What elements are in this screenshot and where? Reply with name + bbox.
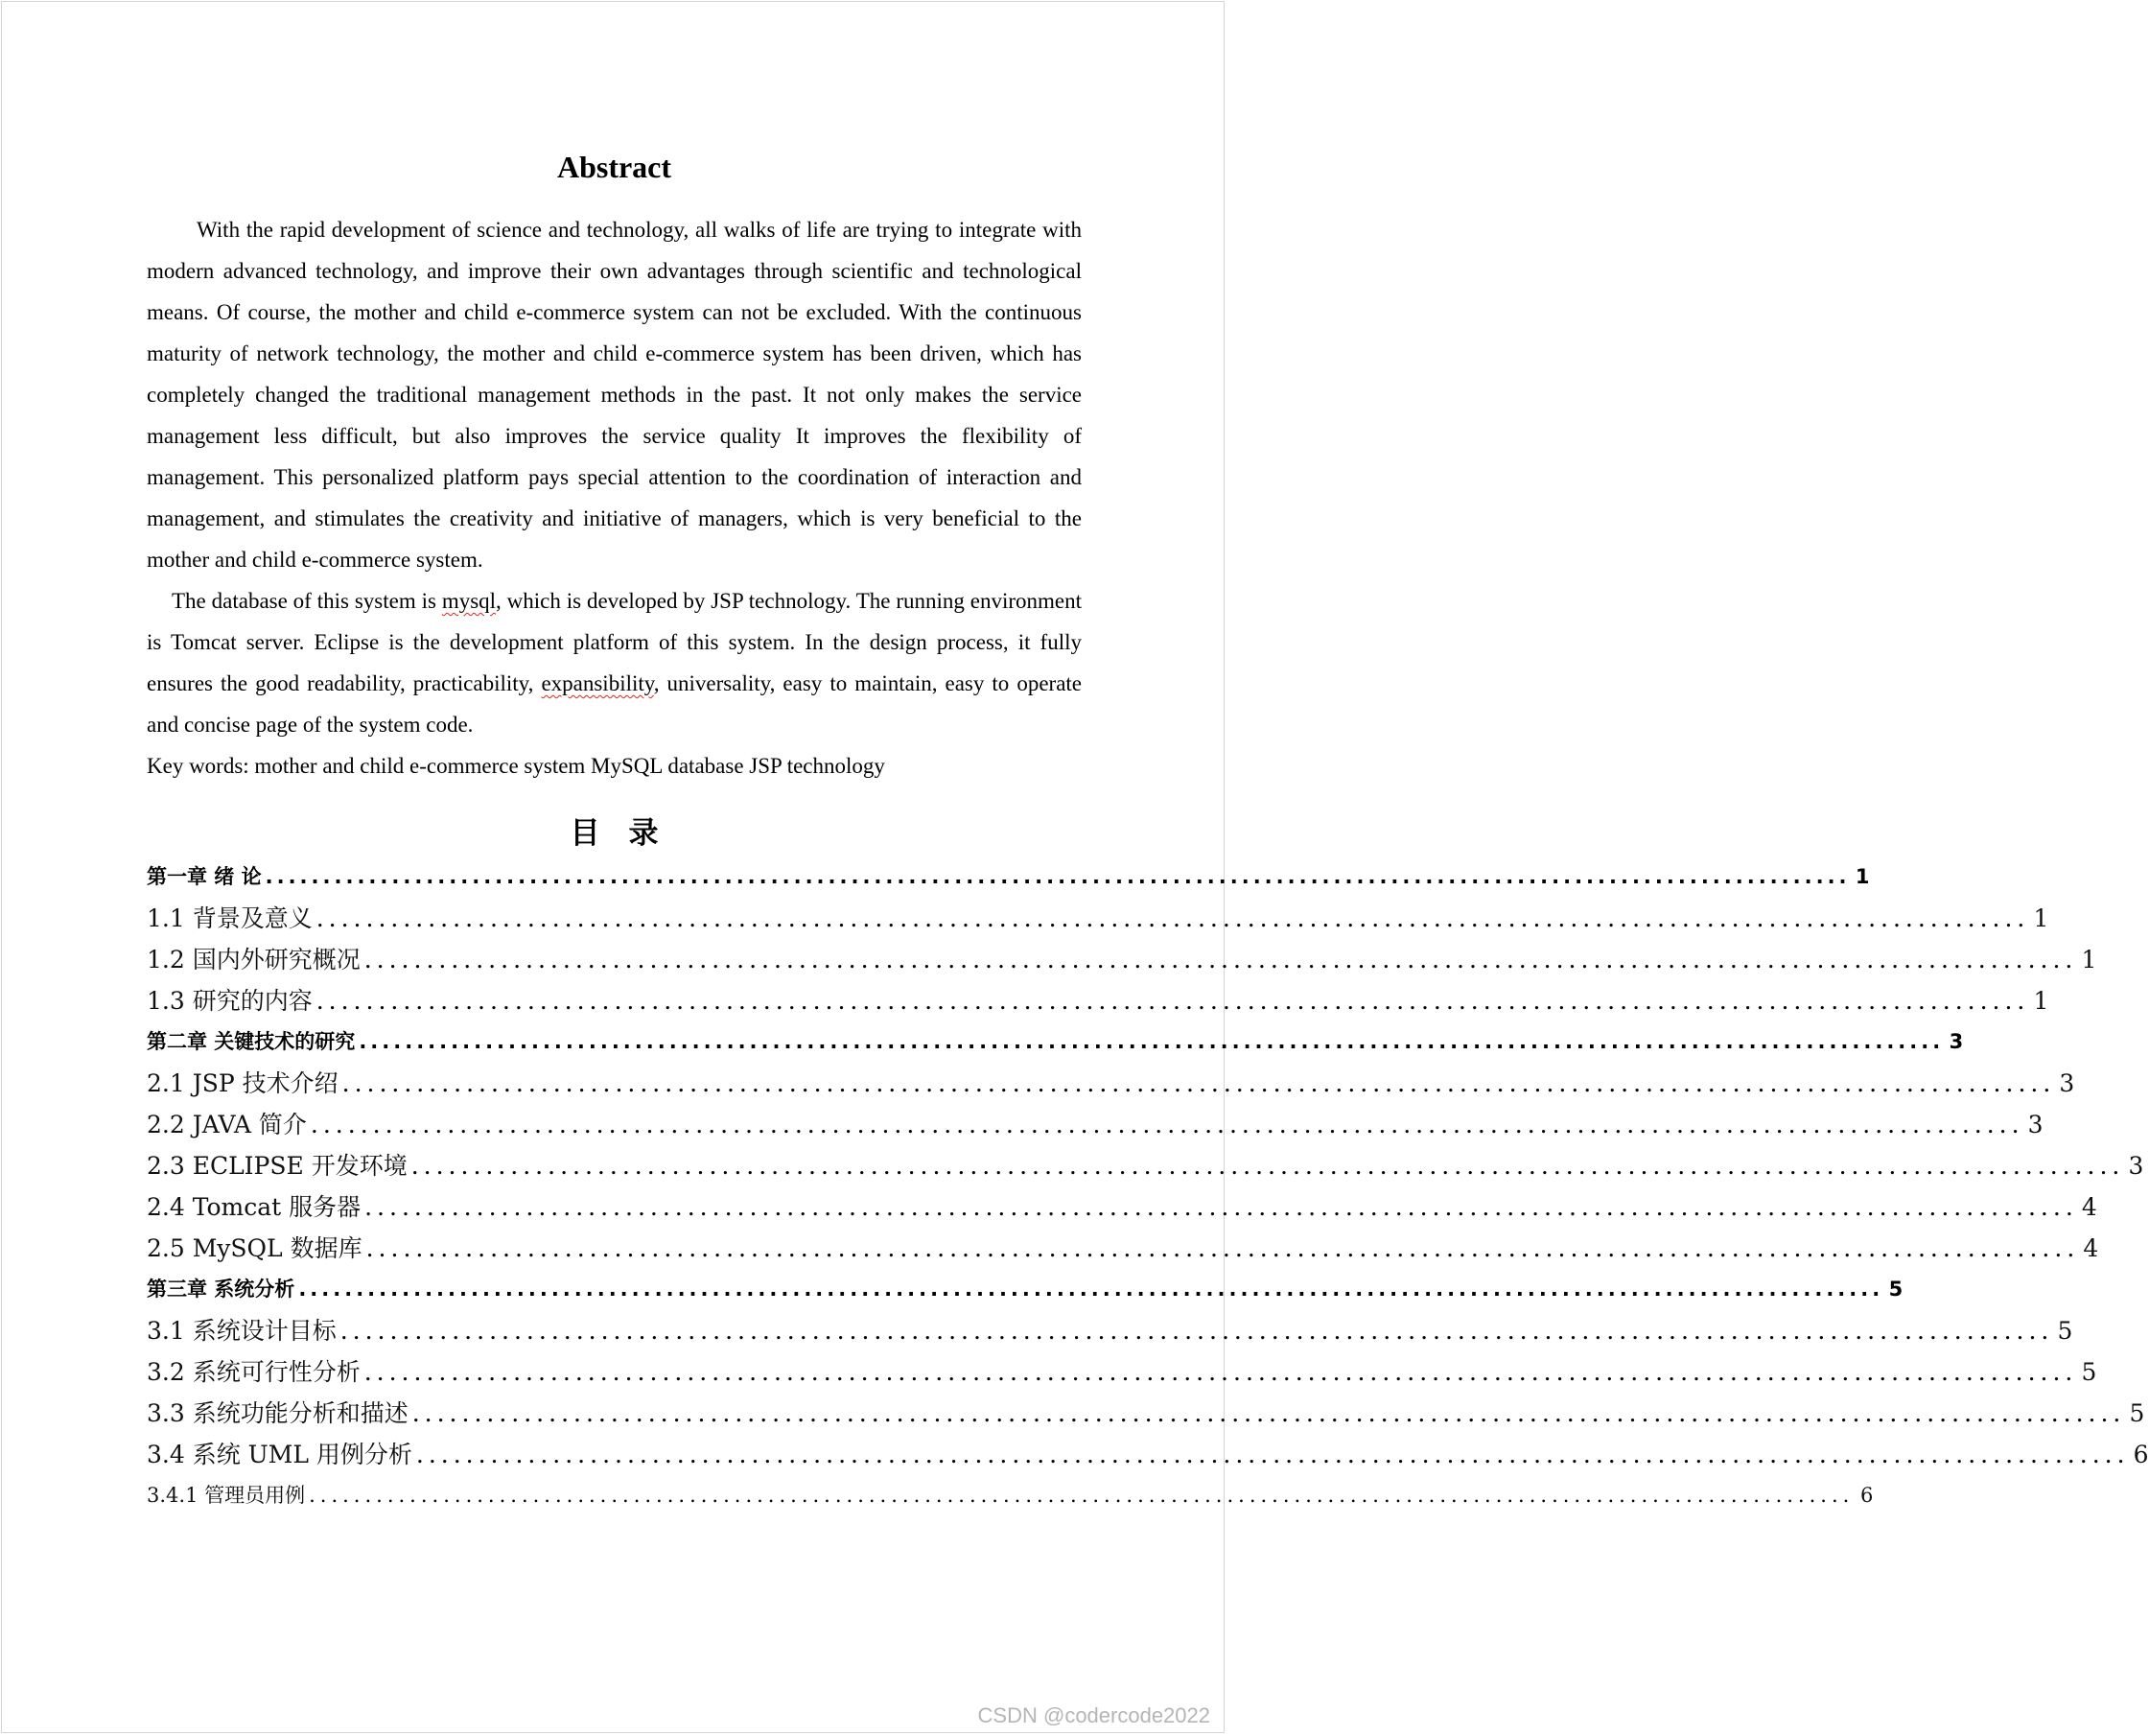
toc-entry[interactable] xyxy=(147,1475,1874,1516)
toc-entry[interactable] xyxy=(147,939,2097,980)
toc-entry-title: 1.3 研究的内容 xyxy=(147,987,313,1015)
toc-page-number: 3 xyxy=(2059,1069,2075,1097)
toc-entry[interactable] xyxy=(147,1269,1904,1310)
toc-page-number: 5 xyxy=(2057,1317,2073,1345)
watermark: CSDN @codercode2022 xyxy=(977,1703,1210,1727)
toc-entry-title: 第二章 关键技术的研究 xyxy=(147,1030,356,1053)
toc-entry-title: 3.3 系统功能分析和描述 xyxy=(147,1399,409,1427)
toc-entry-title: 第一章 绪 论 xyxy=(147,865,262,888)
toc-entry[interactable] xyxy=(147,1145,2144,1186)
toc-page-number: 1 xyxy=(2033,987,2049,1015)
toc-entry[interactable] xyxy=(147,1104,2044,1145)
toc-entry-title: 3.2 系统可行性分析 xyxy=(147,1358,361,1386)
toc-entry-title: 2.2 JAVA 简介 xyxy=(147,1111,307,1138)
toc-leader-dots: .......................................................................................................................................... xyxy=(265,865,1851,888)
toc-leader-dots: .......................................................................................................................................... xyxy=(298,1278,1884,1301)
toc-leader-dots: .......................................................................................................................................... xyxy=(341,1069,2056,1097)
toc-leader-dots: .......................................................................................................................................... xyxy=(315,904,2030,932)
toc-leader-dots: .......................................................................................................................................... xyxy=(363,1358,2078,1386)
abstract-paragraph-2 xyxy=(147,580,1082,745)
toc-entry-title: 2.3 ECLIPSE 开发环境 xyxy=(147,1152,408,1180)
toc-entry[interactable] xyxy=(147,1434,2149,1475)
toc-entry-title: 2.4 Tomcat 服务器 xyxy=(147,1193,362,1221)
abstract-title: Abstract xyxy=(556,150,672,184)
toc-leader-dots: .......................................................................................................................................... xyxy=(411,1399,2126,1427)
paragraph-text: , universality, easy to maintain, easy to operate and concise page of the system code. xyxy=(147,671,1082,737)
toc-page-number: 4 xyxy=(2081,1193,2097,1221)
toc-entry-title: 第三章 系统分析 xyxy=(147,1278,295,1301)
document-page xyxy=(147,144,2149,1516)
toc-page-number: 3 xyxy=(1949,1030,1964,1053)
toc-leader-dots: .......................................................................................................................................... xyxy=(359,1030,1945,1053)
toc-page-number: 5 xyxy=(1888,1278,1904,1301)
keywords-line: Key words: mother and child e-commerce system MySQL database JSP technology xyxy=(147,754,885,778)
toc-leader-dots: .......................................................................................................................................... xyxy=(365,1234,2080,1262)
toc-entry[interactable] xyxy=(147,1310,2073,1351)
toc-page-number: 3 xyxy=(2027,1111,2044,1138)
spellcheck-flagged-word: expansibility xyxy=(541,671,654,695)
toc-entry[interactable] xyxy=(147,1351,2097,1393)
paragraph-text: The database of this system is xyxy=(172,589,442,613)
toc-entry-title: 2.5 MySQL 数据库 xyxy=(147,1234,362,1262)
toc-entry[interactable] xyxy=(147,898,2049,939)
toc-page-number: 3 xyxy=(2128,1152,2144,1180)
toc-entry[interactable] xyxy=(147,856,1870,898)
toc-page-number: 5 xyxy=(2081,1358,2097,1386)
toc-entry-title: 1.1 背景及意义 xyxy=(147,904,313,932)
toc-entry[interactable] xyxy=(147,1228,2099,1269)
abstract-body xyxy=(147,209,1082,786)
toc-leader-dots: .......................................................................................................................................... xyxy=(310,1111,2024,1138)
toc-page-number: 1 xyxy=(2081,946,2097,974)
toc-leader-dots: .......................................................................................................................................... xyxy=(315,987,2030,1015)
toc-entry[interactable] xyxy=(147,1393,2145,1434)
toc-entry-title: 3.4.1 管理员用例 xyxy=(147,1484,306,1507)
table-of-contents xyxy=(147,856,2149,1516)
toc-entry-title: 3.4 系统 UML 用例分析 xyxy=(147,1441,412,1468)
toc-page-number: 6 xyxy=(2133,1441,2149,1468)
toc-entry[interactable] xyxy=(147,1063,2075,1104)
spellcheck-flagged-word: mysql xyxy=(441,589,497,613)
toc-page-number: 5 xyxy=(2129,1399,2145,1427)
toc-entry-title: 3.1 系统设计目标 xyxy=(147,1317,337,1345)
toc-entry-title: 1.2 国内外研究概况 xyxy=(147,946,361,974)
abstract-paragraph-1: With the rapid development of science and technology, all walks of life are trying to integrate with modern advanced technology, and improve their own advantages through scientific and technological means. Of course, the mother and child e-commerce system can not be excluded. With the continuous maturity of network technology, the mother and child e-commerce system has been driven, which has completely changed the traditional management methods in the past. It not only makes the service management less difficult, but also improves the service quality It improves the flexibility of management. This personalized platform pays special attention to the coordination of interaction and management, and stimulates the creativity and initiative of managers, which is very beneficial to the mother and child e-commerce system. xyxy=(147,218,1082,572)
toc-entry[interactable] xyxy=(147,1021,1964,1063)
toc-leader-dots: .......................................................................................................................................... xyxy=(339,1317,2054,1345)
toc-entry[interactable] xyxy=(147,1186,2097,1228)
toc-leader-dots: .......................................................................................................................................... xyxy=(363,946,2078,974)
toc-leader-dots: .......................................................................................................................................... xyxy=(364,1193,2078,1221)
toc-entry-title: 2.1 JSP 技术介绍 xyxy=(147,1069,339,1097)
toc-entry[interactable] xyxy=(147,980,2049,1021)
toc-page-number: 4 xyxy=(2083,1234,2099,1262)
toc-leader-dots: .......................................................................................................................................... xyxy=(410,1152,2125,1180)
toc-page-number: 1 xyxy=(2033,904,2049,932)
toc-title: 目录 xyxy=(570,816,688,851)
toc-page-number: 6 xyxy=(1859,1484,1874,1507)
toc-leader-dots: .......................................................................................................................................... xyxy=(309,1484,1855,1507)
paragraph-text: , which is developed by JSP technology. The running environment is Tomcat server. Eclipse is the development platform of this system. In the design process, it fully ensures the good readability, practicability, xyxy=(147,589,1082,695)
toc-leader-dots: .......................................................................................................................................... xyxy=(415,1441,2130,1468)
toc-page-number: 1 xyxy=(1855,865,1870,888)
